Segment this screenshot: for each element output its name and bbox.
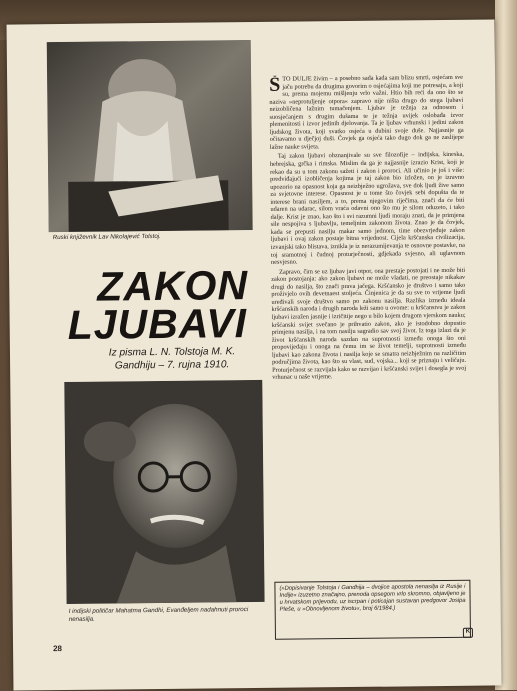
paragraph-3: Zapravo, čim se uz ljubav javi otpor, ona prestaje postojati i ne može biti zakon postojanja: ako zakon ljubavi ne može vladati, ne preostaje nikakav drugi do nasilja, što znači prava jačega. Kršćansko je društvo i samo tako proživjelo ovih devetnaest stoljeća. Činjenica je da su sve to vrijeme ljudi uređivali svoje društvo samo po zakonu nasilja. Razlika između ideala kršćanskih naroda i drugih naroda leži samo u ovome: u kršćanstvu je zakon ljubavi izražen jasnije i izričitije nego u bilo kojem drugom vjerskom nauku; kršćanski svijet svečano je prihvatio zakon, ako je istodobno dopustio primjenu nasilja, i na tom nasilju sagradio sav svoj život. Iz toga izlazi da je život kršćanskih naroda sazdan na suprotnosti između onoga što oni propovijedaju i onoga na čemu im se život temelji, suprotnosti između ljubavi kao zakona života i nasilja koje se smatra neizbježnim na različitim područjima života, kao što su vlast, sud, vojska... koji se priznaju i veličaju. Proturječnost se razvijala kako se razvijao i kršćanski svijet i dosegla je svoj vrhunac u naše vrijeme.	[271, 266, 466, 381]
paragraph-1: ŠTO DULJE živim – a posebno sada kada sam blizu smrti, osjećam sve jaču potrebu da drugima govorim o osjećajima koji me potresaju, a koji su, prema mojemu mišljenju vrlo važni. Htio bih reći da ono što se naziva »neprotuljenje otpora« zapravo nije ništa drugo do stega ljubavi neizobličena lažnim tumačenjem. Ljubav je težnja za odnosom i suosjećanjem s drugim dušama te je težnja uvijek oslobađa izvor plemenitosti i izvor jedinih djelovanja. Ta je ljubav vrhunski i jedini zakon ljudskog života, koji svatko osjeća u dubini svoje duše. Najjasnije ga očitavamo u dječjoj duši. Čovjek ga osjeća tako dugo dok ga ne zaslijepe lažne nauke svijeta.	[269, 74, 464, 151]
paragraph-2: Taj zakon ljubavi obznanjivale su sve filozofije – indijska, kineska, hebrejska, grčka i rimska. Mislim da ga je najjasnije izrazio Krist, koji je rekao da su u tom zakonu sažeti i zakon i proroci. Ali učinio je još i više: predviđajući izobličenja kojima je taj zakon bio izložen, on je izravno upozorio na opasnost koja ga neizbježno ugrožava, sve dok ljudi žive samo za svjetovne interese. Opasnost je u tome što čovjek sebi dopušta da te interese brani nasiljem, a to, prema njegovim riječima, znači da će biti udaren na udarac, silom vraća odavni ono što mu je silom oduzeto, i tako dalje. Krist je znao, kao što i svi razumni ljudi moraju znati, da je primjena sile nespojiva s ljubavlju, temeljnim zakonom života. Znao je da čovjek, kada se prepusti nasilju makar samo jednom, time obezvrjeđuje zakon ljubavi i ovaj zakon postaje bitna vrijednost. Cijela kršćanska civilizacija, izvanjski tako blistava, iznikla je iz nerazumijevanja te osnovne postavke, na toj sramotnoj i čudnoj proturječnosti, gdjekada svjesno, ali uglavnom nesvjesno.	[270, 151, 465, 266]
gandhi-photo	[64, 380, 264, 604]
magazine-page	[7, 19, 502, 690]
end-mark: K	[463, 628, 473, 638]
source-note: (»Dopisivanje Tolstoja i Gandhija – dvojice apostola nenasilja iz Rusije i Indije« izuzetno značajno, prenoda opsegom vrlo skromno, objavljeno je u hrvatskom prijevodu, uz iscrpan i poticajan sustavan predgovor Josipa Pleše, u »Obnovljenom životu«, broj 6/1984.)	[274, 580, 471, 640]
gandhi-caption: I indijski političar Mahatma Gandhi, Evanđeljem nadahnuti proroci nenasilja.	[69, 606, 265, 623]
article-body	[269, 74, 468, 576]
headline-line1: ZAKON	[97, 265, 248, 307]
dropcap: Š	[269, 76, 280, 94]
headline-line2: LJUBAVI	[67, 303, 247, 345]
subtitle: Iz pisma L. N. Tolstoja M. K. Gandhiju – 7. rujna 1910.	[92, 345, 252, 373]
page-number: 28	[53, 644, 62, 653]
tolstoy-caption: Ruski književnik Lav Nikolajević Tolstoj.	[53, 232, 253, 242]
tolstoy-photo	[47, 40, 253, 232]
